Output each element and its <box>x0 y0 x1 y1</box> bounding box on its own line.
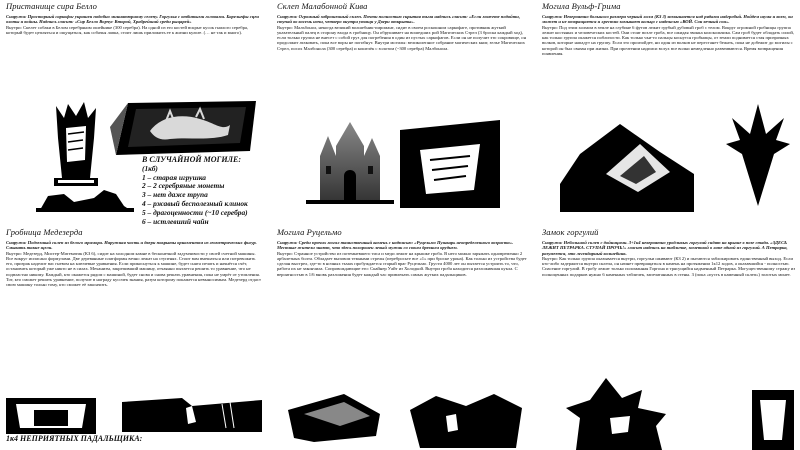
gargoyles-outside-text: Снаружи: Небольшой склеп с дойницами. 3+1к4 невероятно уродливых горгулий сидят на крыше в позе стада. «ЗДЕСЬ ЛЕЖИТ ПЕТРАРКА. СТУПАЙ ПРОЧЬ!» гласит надпись на табличке, заметной в лапе одной из горгулий. А Петрарка, разумеется, это легендарный волшебник. <box>542 240 788 256</box>
sarcophagus-room-illustration <box>400 120 500 208</box>
gargoyles-inside-text: Внутри: Как только группа оказывается внутри, горгульи оживают (КЗ 2) и пытаются заблокировать единственный выход. Если кто-либо задержится внутри склепа, он начнет превращаться в камень на протяжении 1к12 ходов, а оказавшийся - полностью. Спасение горгулий. В гробу лежит только поломанная Горгона и трясущийся надменный Петрарка. Могущественному стражу из полноценных подарков нужно 6 каменных табличек, запечатанных в стены. 3 (пока «пусть в каменный склеп») золотых монет. <box>542 255 796 277</box>
rucelmo-outside-text: Снаружи: Среди прочих могил таинственный камень с надписью: «Руцельмо Пушкарь неопределенного возраста». Местные жители знают, что здесь похоронен левый мужик со своим древним орудием. <box>277 240 514 251</box>
random-grave-item: 5 – драгоценности (~10 серебра) <box>142 207 248 217</box>
random-grave-table <box>142 156 260 226</box>
column-1-lower <box>6 226 261 426</box>
section-title-gargoyles: Замок горгулий <box>542 227 599 237</box>
section-title-bello: Пристанище сира Белло <box>6 1 97 11</box>
spiky-plant-illustration <box>722 104 794 206</box>
random-grave-item: 6 – истлевший чайн <box>142 216 209 226</box>
black-tree-illustration <box>406 390 526 450</box>
random-grave-item: 3 – нет даже трупа <box>142 190 208 200</box>
bello-inside-text: Внутри: Скелет собаки в Белом серебряном ошейнике (300 серебра). На одной из его костей вскрыт кусок гнилого серебра, который будет цепляться и ощущаться, как собачья лапка, стоит лишь приложить ее к жизни культе. (… не так и много). <box>6 24 249 35</box>
scavengers-title: 1к4 НЕПРИЯТНЫХ ПАДАЛЬЩИКА: <box>6 434 143 443</box>
section-title-rucelmo: Могила Руцельмо <box>277 227 342 237</box>
section-title-medezerd: Гробница Медезерда <box>6 227 83 237</box>
wolfgrim-outside-text: Снаружи: Невероятно большого размера черный холм (КЗ 3) возвышается над рядами надгробий. Нойдем шума и воем, он может и не возвращается и хрестно замыкает кольцо с надписью «ВОЙ. Сон вечный сон». <box>542 14 793 25</box>
crypt-room-illustration <box>6 398 96 434</box>
section-title-malabonna: Склеп Малабонной Кива <box>277 1 368 11</box>
wolfgrim-inside-text: Внутри: Под этим холмом в земле на глубине 6 футов лежит грубый дубовый гроб с телом. Вокруг огромной гробницы группа лежит костяных и человеческих костей. Они стоят возле гроба, все ожидая звонка колокольчика. Сам гроб будет обладать силой, как только группа окажется поблизости. Как только чьи-то пальцы коснутся гробницы, от земли поднимется стая призрачных волков, которые нападут на группу. Если это произойдет, ни один из волков не перестанет бежать, пока не добежит до могилы с которой он был связан при жизни. При прочтении надписи вслух все волки немедленно развеиваются. Время возвращения появления. <box>542 24 795 57</box>
castle-illustration <box>306 116 394 204</box>
random-grave-item: 4 – ржавый бесполезный клинок <box>142 198 248 208</box>
random-grave-item: 2 – 2 серебряные монеты <box>142 181 225 191</box>
medezerd-outside-text: Снаружи: Подземный склеп из белого мрамора. Наружная часть и двери покрыты орнаментом из геометрических фигур. Смыкать такие щели. <box>6 240 257 251</box>
malabonna-inside-text: Внутри: Мальбонол, некогда великий волшебник-пиромант, сидит в своем роскошном саркофаге, противник жуткий указательный палец в сторону входа в гробницу. Он обрушивает на вошедших рой Магических Стрел (3 броска каждый ход), если только группа не внесет с собой груз для погребения в один из пустых саркофагов. Если он не получит это сокровище, он продолжит атаковать, пока все воры не погибнут. Внутри могилы: великолепное собрание магических книг, зелье Магических Стрел, посох Малбонола (300 серебра) и кошелёк с золотом (~300 серебра) Малбонола. <box>277 24 527 51</box>
malabonna-outside-text: Снаружи: Огромный заброшенный склеп. Почти полностью скрытая тьма надпись гласит: «Если можете подойти, ступай во восемь ночи, четверо внутри утащи у Двери открыты». <box>277 14 520 25</box>
tombstone-illustration <box>50 98 102 190</box>
dark-crypt-illustration <box>122 398 262 432</box>
sarcophagus-illustration <box>110 97 260 159</box>
section-title-wolfgrim: Могила Вульф-Грима <box>542 1 621 11</box>
random-grave-item: 1 – старая игрушка <box>142 172 206 182</box>
bello-outside-text: Снаружи: Просторный саркофаг украшен подобно миниатюрному селепу. Горгулья с отбитыми головами. Барельефы сцен охоты и войны. Надпись гласит: «Сир Белло Ворчус Второй, Храбрейший среди рыцарей» <box>6 14 259 25</box>
gargoyle-statue-illustration <box>566 378 674 450</box>
medezerd-inside-text: Внутри: Медезерд, Мистер-Математик (КЗ 6), сидит на холодном камне в бесконечной задумчивости у своей счетной машины. Все вокруг исписано формулами. Две деревянные платформы вечно лежат на ступенях. Стоит вам вмешаться или потревожить его, призрак наделит вас гневом на ключевые уравнения. Если прикоснуться к машине, будет снята печать и начнётся счёт, остановить который уже никто не в силах. Механизм, закрепивший машину, отчаянно пытается решить то уравнение, что не подвластно никому. Каждый, кто окажется рядом с машиной, будет снова и снова решать уравнения, пока не умрёт от утомления. Тот, кто сможет решить уравнение, получит в награду кусочек знания, разум которому покажется невыносимым. Медезерд отдаст свою машину только тому, кто сможет её закончить. <box>6 250 261 288</box>
crypt-column-illustration <box>752 390 794 450</box>
stone-slab-illustration <box>284 392 384 442</box>
random-grave-dice: (1кб) <box>142 163 158 173</box>
gargoyle-dog-illustration <box>34 186 136 212</box>
rucelmo-inside-text: Внутри: Странное устройство из потемневшего тиса и меди лежит на крышке гроба. В него можно заряжать одновременно 2 арбалетных болта. Обладает вызовом темными стрелы (перебросьте все «1» при броске урона). Как только из устройства будет сделан выстрел, где-то в ночных тьмах пробуждается старый враг Руцельмо. Грусти 4000 лет он пытается устроить то, что, работа их не закончила. Сопровождающие его: Скайнер Уайт из Холодкой. Внутри гроба находится разложившая кукла. С вероятностью в 1/6 вновь разложения будет каждый час привлекать самых жутких падальщиков. <box>277 250 527 277</box>
mound-grave-illustration <box>560 114 694 212</box>
random-grave-heading: В СЛУЧАЙНОЙ МОГИЛЕ: <box>142 155 242 164</box>
